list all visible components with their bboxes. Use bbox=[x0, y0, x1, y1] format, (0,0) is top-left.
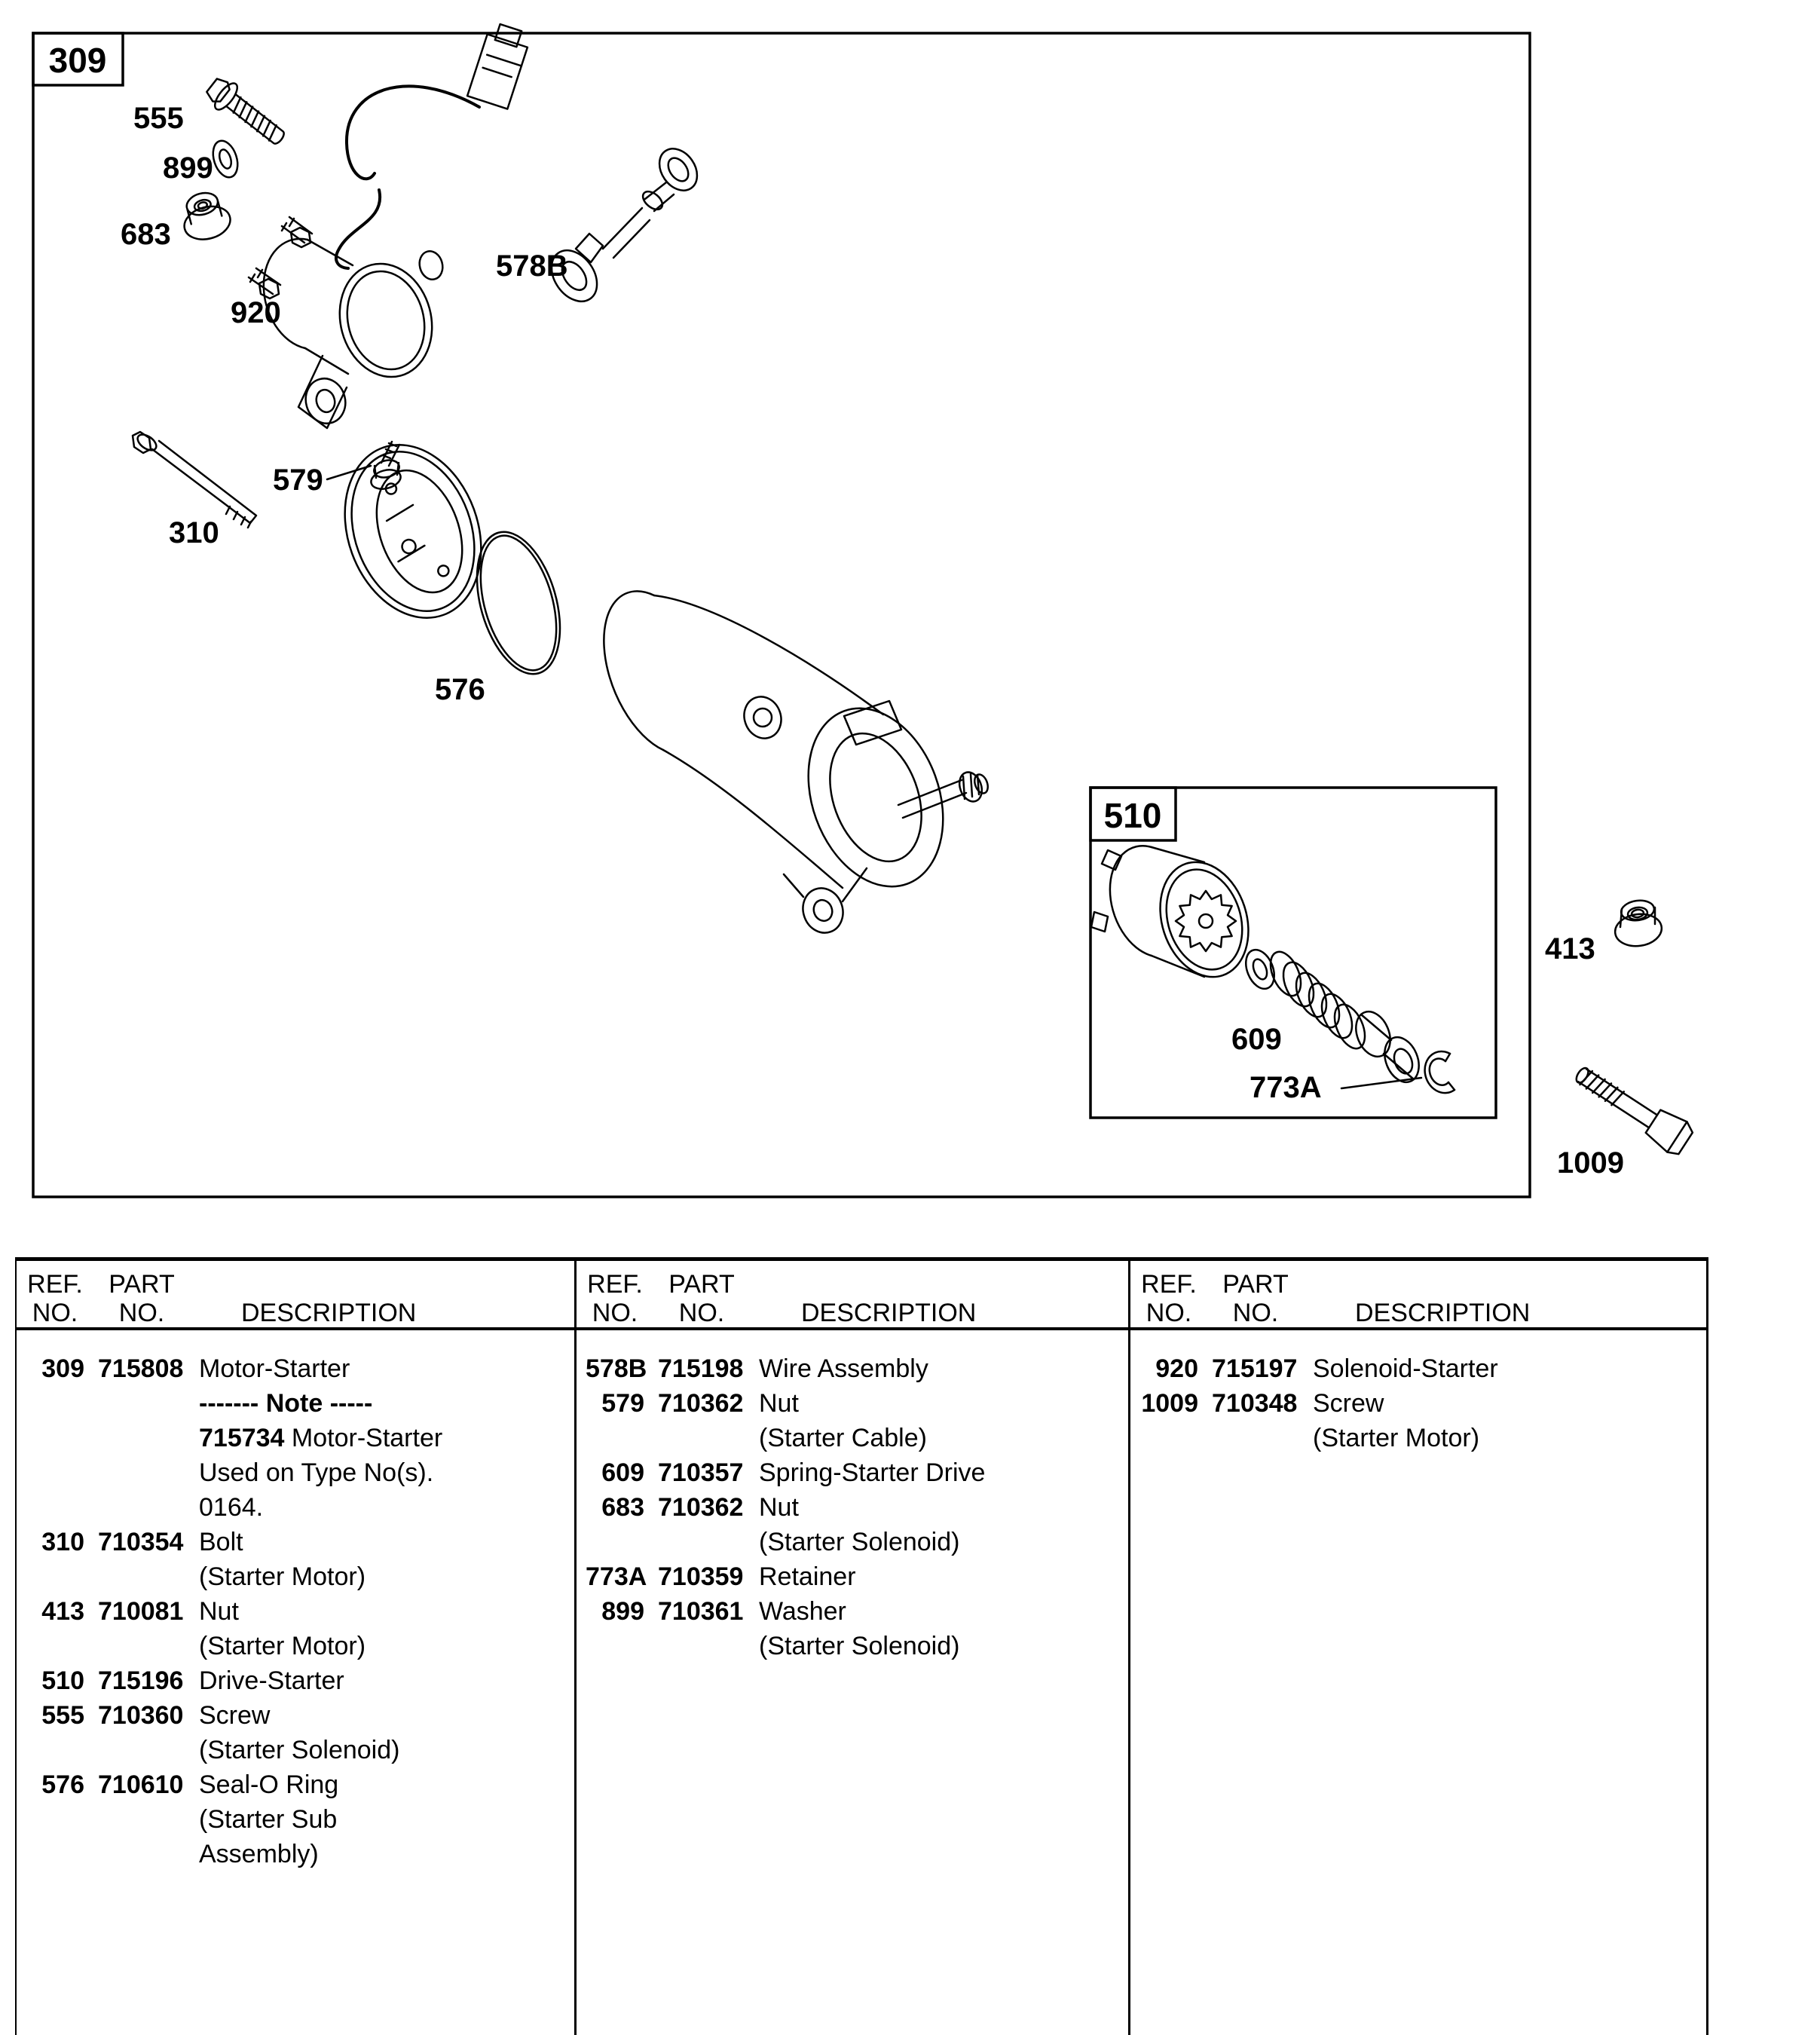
part-no: 715198 bbox=[658, 1354, 744, 1383]
label-683: 683 bbox=[121, 218, 171, 251]
part-no: 710610 bbox=[98, 1770, 184, 1799]
table-rows bbox=[1130, 1330, 1706, 1455]
table-row bbox=[577, 1351, 1128, 1386]
description: Screw (Starter Solenoid) bbox=[199, 1701, 400, 1764]
nut-413-drawing bbox=[1613, 898, 1663, 949]
table-row bbox=[17, 1351, 574, 1525]
label-576: 576 bbox=[435, 673, 485, 706]
table-row bbox=[577, 1594, 1128, 1663]
ref-no: 510 bbox=[41, 1666, 84, 1695]
table-row bbox=[17, 1594, 574, 1663]
table-row bbox=[577, 1386, 1128, 1455]
table-row bbox=[1130, 1386, 1706, 1455]
description: Washer (Starter Solenoid) bbox=[759, 1597, 960, 1660]
inset-number: 510 bbox=[1103, 796, 1162, 835]
label-1009: 1009 bbox=[1557, 1146, 1624, 1180]
parts-table-column-2 bbox=[574, 1261, 1128, 2035]
label-555: 555 bbox=[133, 102, 184, 135]
drive-pinion-drawing bbox=[1091, 846, 1262, 988]
retainer-773A-drawing bbox=[1341, 1051, 1454, 1093]
ref-no: 683 bbox=[601, 1493, 644, 1522]
ref-no: 773A bbox=[586, 1562, 647, 1591]
description: Solenoid-Starter bbox=[1313, 1354, 1498, 1383]
table-header: REF. NO. PART NO. DESCRIPTION bbox=[27, 1270, 417, 1327]
table-row bbox=[17, 1767, 574, 1871]
ref-no: 413 bbox=[41, 1597, 84, 1626]
table-row bbox=[17, 1698, 574, 1767]
label-773A: 773A bbox=[1250, 1071, 1322, 1104]
oring-576-drawing bbox=[462, 522, 575, 684]
part-no: 715808 bbox=[98, 1354, 184, 1383]
part-no: 710354 bbox=[98, 1528, 184, 1556]
parts-table-column-1 bbox=[17, 1261, 574, 2035]
description: Nut (Starter Cable) bbox=[759, 1389, 927, 1452]
table-row bbox=[577, 1490, 1128, 1559]
bolt-310-drawing bbox=[133, 431, 256, 528]
table-row bbox=[17, 1525, 574, 1594]
description: Nut (Starter Motor) bbox=[199, 1597, 366, 1660]
table-header: REF. NO. PART NO. DESCRIPTION bbox=[1141, 1270, 1531, 1327]
description: Bolt (Starter Motor) bbox=[199, 1528, 366, 1591]
description: Nut (Starter Solenoid) bbox=[759, 1493, 960, 1556]
starter-motor-body-drawing bbox=[604, 591, 990, 938]
description: Retainer bbox=[759, 1562, 856, 1591]
assembly-number: 309 bbox=[48, 41, 107, 80]
table-row bbox=[1130, 1351, 1706, 1386]
table-rows bbox=[577, 1330, 1128, 1663]
description: Drive-Starter bbox=[199, 1666, 344, 1695]
label-899: 899 bbox=[163, 151, 213, 185]
table-row bbox=[577, 1455, 1128, 1490]
screw-555-drawing bbox=[202, 73, 291, 152]
ref-no: 555 bbox=[41, 1701, 84, 1730]
description: Motor-Starter ------- Note ----- 715734 Motor-Starter Used on Type No(s). 0164. bbox=[199, 1354, 443, 1522]
ref-no: 920 bbox=[1155, 1354, 1198, 1383]
diagram-frame bbox=[33, 33, 1530, 1197]
ref-no: 1009 bbox=[1141, 1389, 1198, 1418]
description: Wire Assembly bbox=[759, 1354, 928, 1383]
wire-connector-drawing bbox=[336, 21, 532, 268]
part-no: 710348 bbox=[1212, 1389, 1298, 1418]
table-header: REF. NO. PART NO. DESCRIPTION bbox=[587, 1270, 977, 1327]
part-no: 710362 bbox=[658, 1389, 744, 1418]
part-no: 710362 bbox=[658, 1493, 744, 1522]
label-578B: 578B bbox=[496, 249, 568, 283]
ref-no: 309 bbox=[41, 1354, 84, 1383]
ref-no: 899 bbox=[601, 1597, 644, 1626]
description: Spring-Starter Drive bbox=[759, 1458, 986, 1487]
label-609: 609 bbox=[1231, 1023, 1282, 1056]
inset-washer-drawing bbox=[1240, 946, 1280, 993]
table-row bbox=[577, 1559, 1128, 1594]
assembly-label-309 bbox=[33, 33, 123, 85]
inset-510 bbox=[1090, 788, 1496, 1118]
label-579: 579 bbox=[273, 464, 323, 497]
label-413: 413 bbox=[1545, 932, 1595, 965]
parts-table-column-3 bbox=[1128, 1261, 1706, 2035]
description: Seal-O Ring (Starter Sub Assembly) bbox=[199, 1770, 339, 1868]
washer-899-drawing bbox=[209, 138, 242, 181]
nut-683-drawing bbox=[177, 188, 234, 244]
part-no: 710357 bbox=[658, 1458, 744, 1487]
parts-table bbox=[15, 1257, 1708, 2035]
part-no: 710359 bbox=[658, 1562, 744, 1591]
part-no: 715196 bbox=[98, 1666, 184, 1695]
end-cap-drawing bbox=[322, 426, 504, 638]
ref-no: 579 bbox=[601, 1389, 644, 1418]
wire-assembly-578B-drawing bbox=[542, 142, 705, 310]
ref-no: 576 bbox=[41, 1770, 84, 1799]
part-no: 715197 bbox=[1212, 1354, 1298, 1383]
part-no: 710361 bbox=[658, 1597, 744, 1626]
part-no: 710081 bbox=[98, 1597, 184, 1626]
table-rows bbox=[17, 1330, 574, 1871]
part-no: 710360 bbox=[98, 1701, 184, 1730]
label-310: 310 bbox=[169, 516, 219, 549]
ref-no: 310 bbox=[41, 1528, 84, 1556]
table-row bbox=[17, 1663, 574, 1698]
label-920: 920 bbox=[231, 296, 281, 329]
screw-1009-drawing bbox=[1569, 1057, 1696, 1158]
description: Screw (Starter Motor) bbox=[1313, 1389, 1480, 1452]
ref-no: 578B bbox=[586, 1354, 647, 1383]
ref-no: 609 bbox=[601, 1458, 644, 1487]
